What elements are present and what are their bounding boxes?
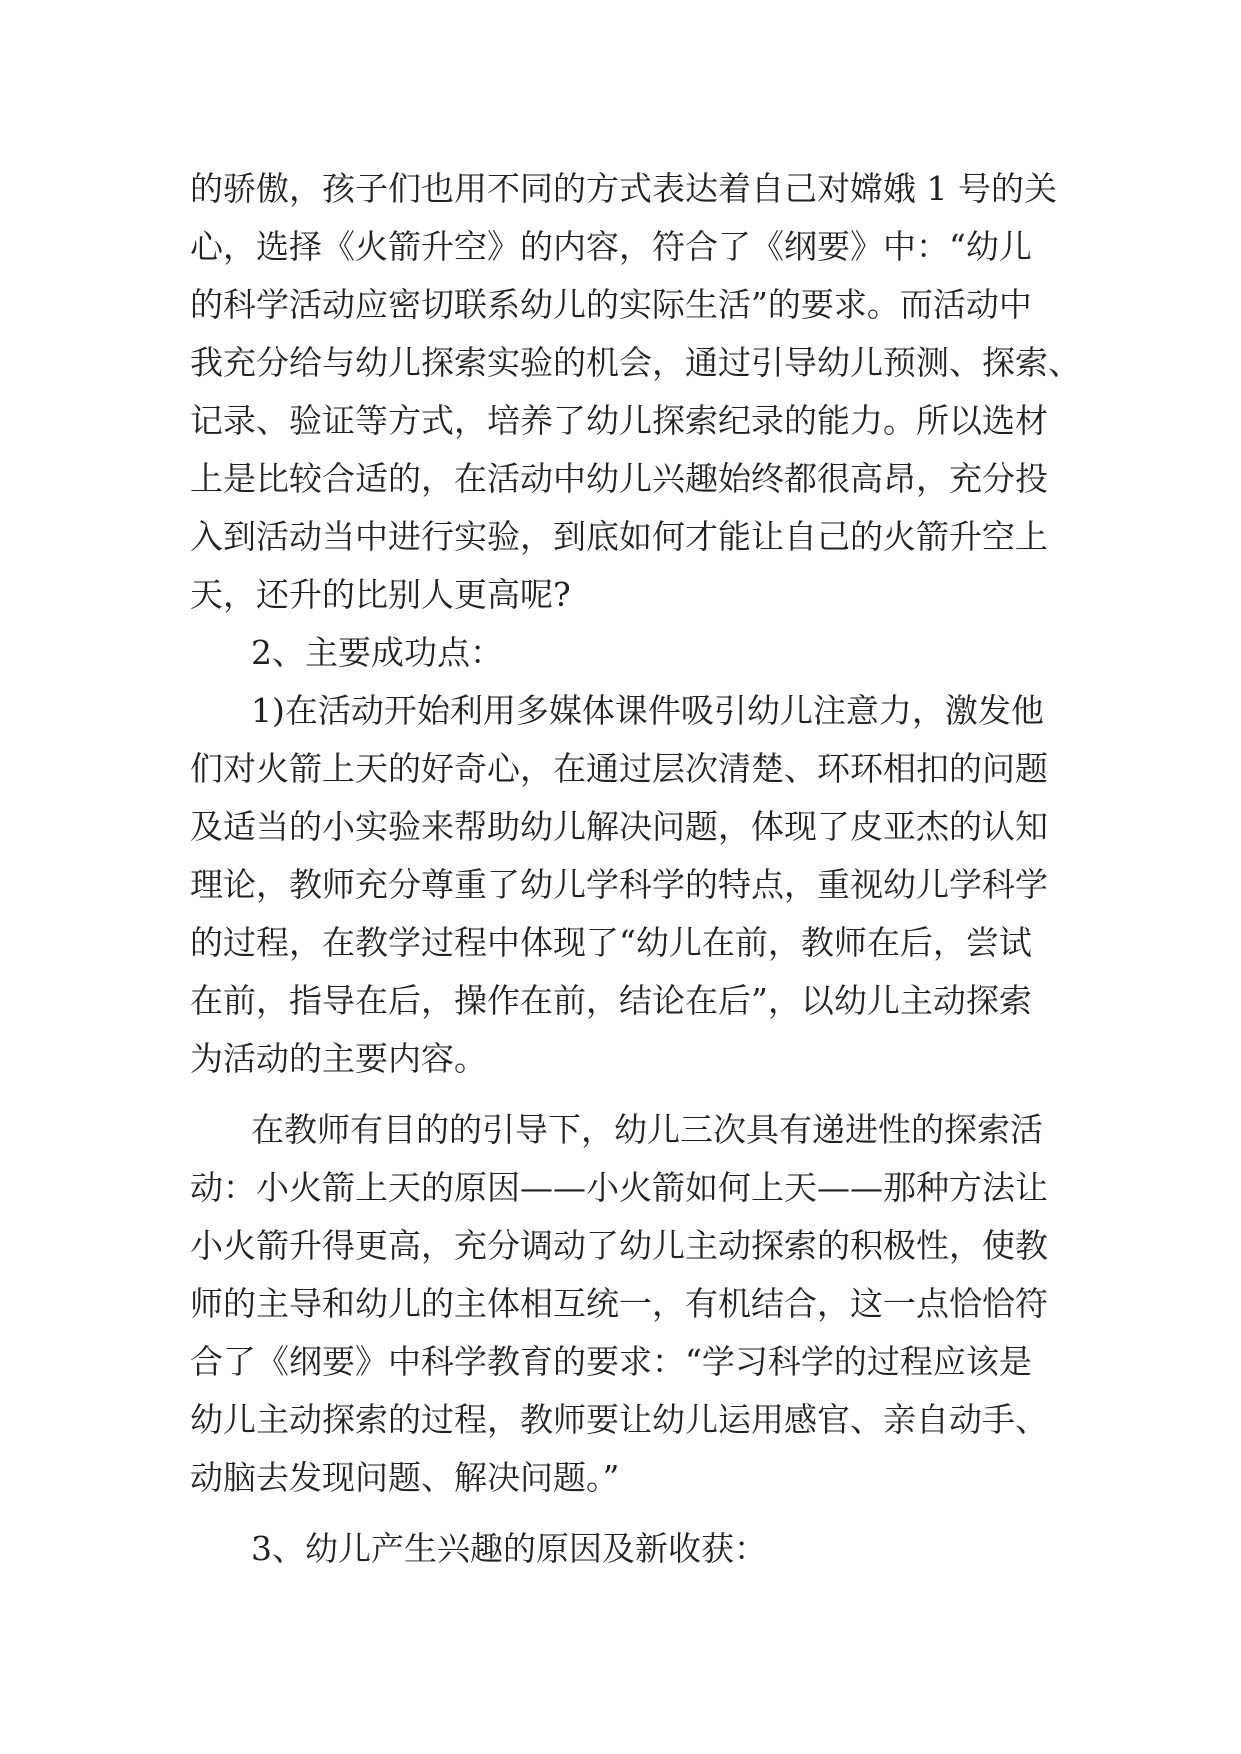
- paragraph-line: 合了《纲要》中科学教育的要求：“学习科学的过程应该是: [190, 1342, 1032, 1381]
- paragraph-3: [190, 1101, 1070, 1507]
- document-body: [190, 160, 1081, 1578]
- paragraph-line: 的科学活动应密切联系幼儿的实际生活”的要求。而活动中: [190, 285, 1032, 324]
- paragraph-line: 在前，指导在后，操作在前，结论在后”，以幼儿主动探索: [190, 981, 1032, 1020]
- paragraph-line: 小火箭升得更高，充分调动了幼儿主动探索的积极性，使教: [190, 1226, 1048, 1265]
- paragraph-line: 动脑去发现问题、解决问题。”: [190, 1458, 620, 1497]
- section-heading-3: 3、幼儿产生兴趣的原因及新收获：: [251, 1529, 767, 1568]
- paragraph-line: 天，还升的比别人更高呢?: [190, 575, 571, 614]
- paragraph-line: 幼儿主动探索的过程，教师要让幼儿运用感官、亲自动手、: [190, 1400, 1048, 1439]
- paragraph-line: 记录、验证等方式，培养了幼儿探索纪录的能力。所以选材: [190, 401, 1048, 440]
- paragraph-line: 1)在活动开始利用多媒体课件吸引幼儿注意力，激发他: [251, 691, 1044, 730]
- paragraph-line: 理论，教师充分尊重了幼儿学科学的特点，重视幼儿学科学: [190, 865, 1048, 904]
- paragraph-line: 我充分给与幼儿探索实验的机会，通过引导幼儿预测、探索、: [190, 343, 1081, 382]
- paragraph-line: 上是比较合适的，在活动中幼儿兴趣始终都很高昂，充分投: [190, 459, 1048, 498]
- paragraph-line: 的骄傲，孩子们也用不同的方式表达着自己对嫦娥 1 号的关: [190, 169, 1057, 208]
- paragraph-line: 为活动的主要内容。: [190, 1039, 487, 1078]
- paragraph-2: [190, 682, 1070, 1088]
- paragraph-line: 在教师有目的的引导下，幼儿三次具有递进性的探索活: [251, 1110, 1043, 1149]
- section-heading-2: 2、主要成功点：: [251, 633, 503, 672]
- paragraph-1: [190, 160, 1081, 624]
- paragraph-line: 师的主导和幼儿的主体相互统一，有机结合，这一点恰恰符: [190, 1284, 1048, 1323]
- paragraph-line: 及适当的小实验来帮助幼儿解决问题，体现了皮亚杰的认知: [190, 807, 1048, 846]
- paragraph-line: 们对火箭上天的好奇心，在通过层次清楚、环环相扣的问题: [190, 749, 1048, 788]
- paragraph-line: 的过程，在教学过程中体现了“幼儿在前，教师在后，尝试: [190, 923, 1032, 962]
- paragraph-line: 入到活动当中进行实验，到底如何才能让自己的火箭升空上: [190, 517, 1048, 556]
- paragraph-line: 动：小火箭上天的原因——小火箭如何上天——那种方法让: [190, 1168, 1048, 1207]
- paragraph-line: 心，选择《火箭升空》的内容，符合了《纲要》中：“幼儿: [190, 227, 1032, 266]
